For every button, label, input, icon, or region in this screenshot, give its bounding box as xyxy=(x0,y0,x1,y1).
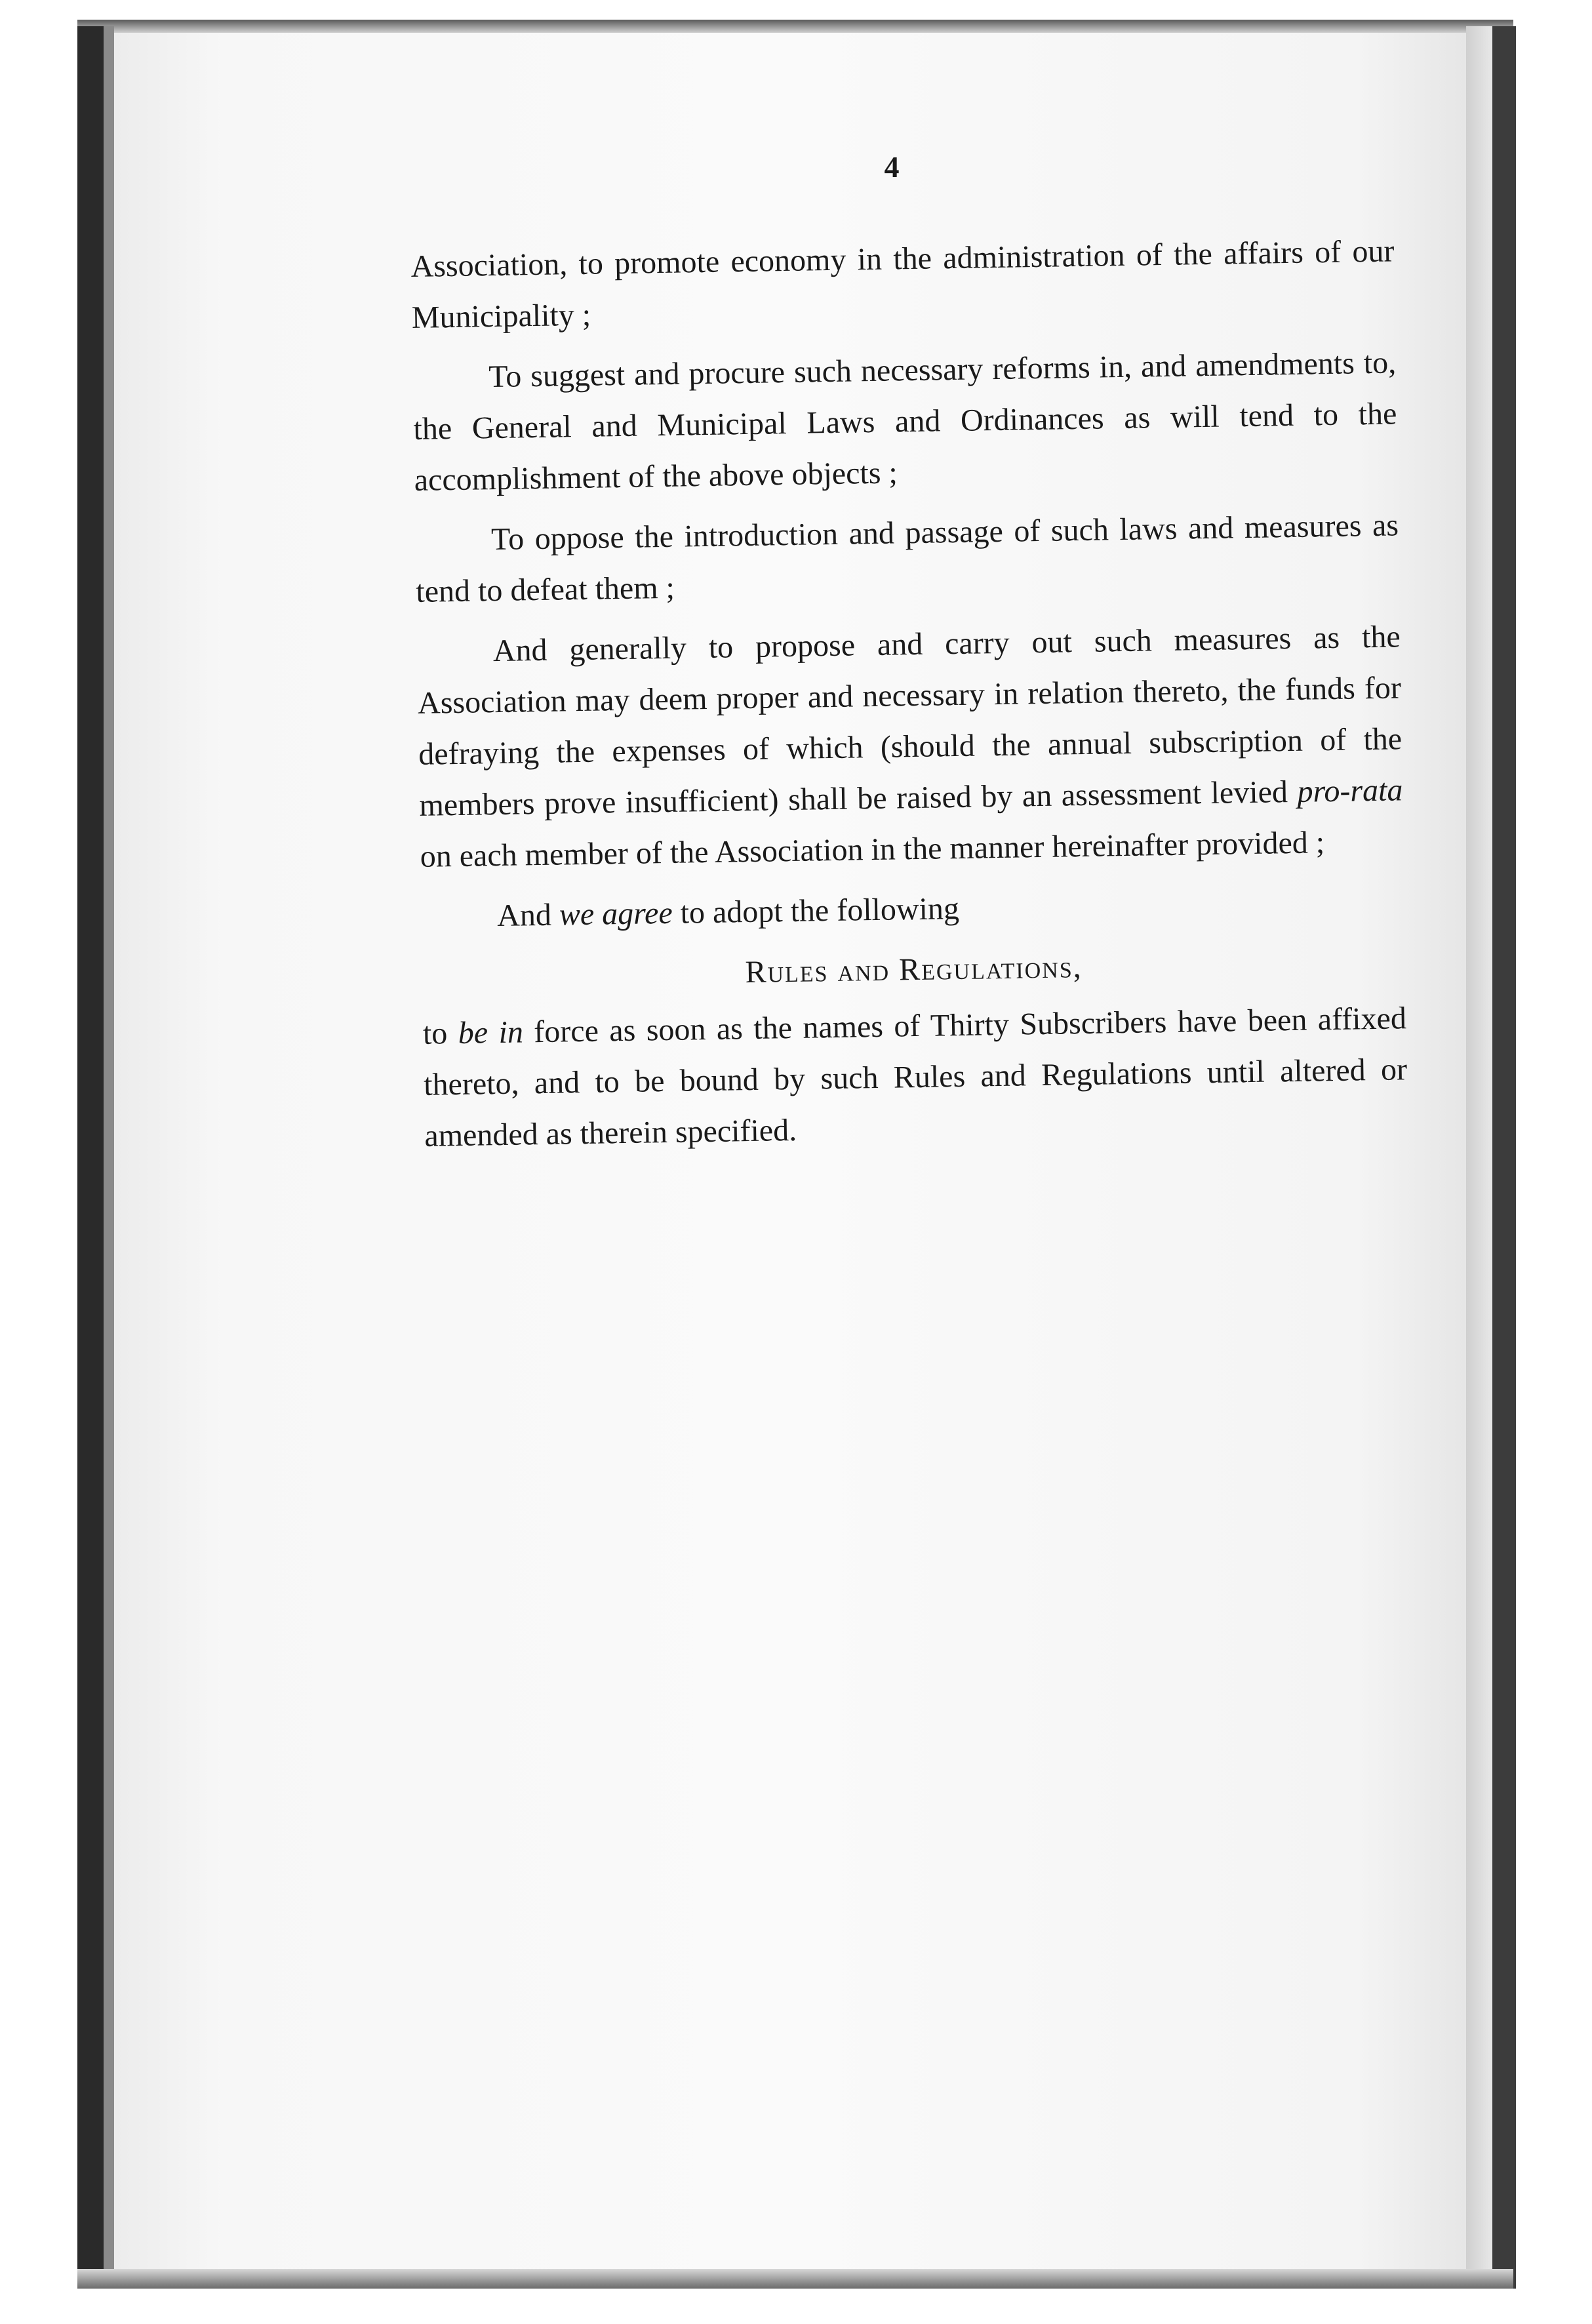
paragraph-5-italic: we agree xyxy=(559,895,673,932)
page-number: 4 xyxy=(884,150,900,184)
scan-right-edge xyxy=(1492,26,1516,2289)
paragraph-4-italic: pro-rata xyxy=(1297,772,1403,809)
paragraph-5 xyxy=(421,876,1405,943)
scan-bottom-edge xyxy=(77,2269,1513,2289)
closing-text-a: to xyxy=(422,1016,448,1051)
paragraph-2: To suggest and procure such necessary reforms in, and amendments to, the General and Municipal Laws and Ordinances as will tend to the accomplishment of the above objects ; xyxy=(413,345,1397,498)
paragraph-5-text-a: And xyxy=(496,897,552,934)
scan-top-edge xyxy=(77,20,1513,33)
paragraph-3: To oppose the introduction and passage of such laws and measures as tend to defeat them ; xyxy=(415,508,1399,609)
scan-left-edge xyxy=(77,26,104,2282)
closing-text-b: force as soon as the names of Thirty Subscribers have been affixed thereto, and to be bound by such Rules and Regulations until altered or amended as therein specified. xyxy=(423,1001,1408,1153)
body-text xyxy=(410,226,1408,1171)
scan-left-edge-inner xyxy=(104,26,114,2282)
paragraph-4-text-b: on each member of the Association in the manner hereinafter provided ; xyxy=(420,825,1325,874)
closing-paragraph xyxy=(422,993,1408,1162)
paragraph-4-text-a: And generally to propose and carry out such measures as the Association may deem proper and necessary in relation thereto, the funds for defraying the expenses of which (should the annual subscription of the members prove insufficient) shall be raised by an assessment levied xyxy=(417,619,1403,823)
scan-right-shadow xyxy=(1466,26,1492,2289)
paragraph-4 xyxy=(416,611,1404,883)
paragraph-5-text-b: to adopt the following xyxy=(680,891,960,931)
paragraph-1: Association, to promote economy in the administration of the affairs of our Municipality ; xyxy=(410,233,1395,335)
closing-italic: be in xyxy=(458,1014,524,1051)
section-heading: Rules and Regulations, xyxy=(745,950,1083,990)
